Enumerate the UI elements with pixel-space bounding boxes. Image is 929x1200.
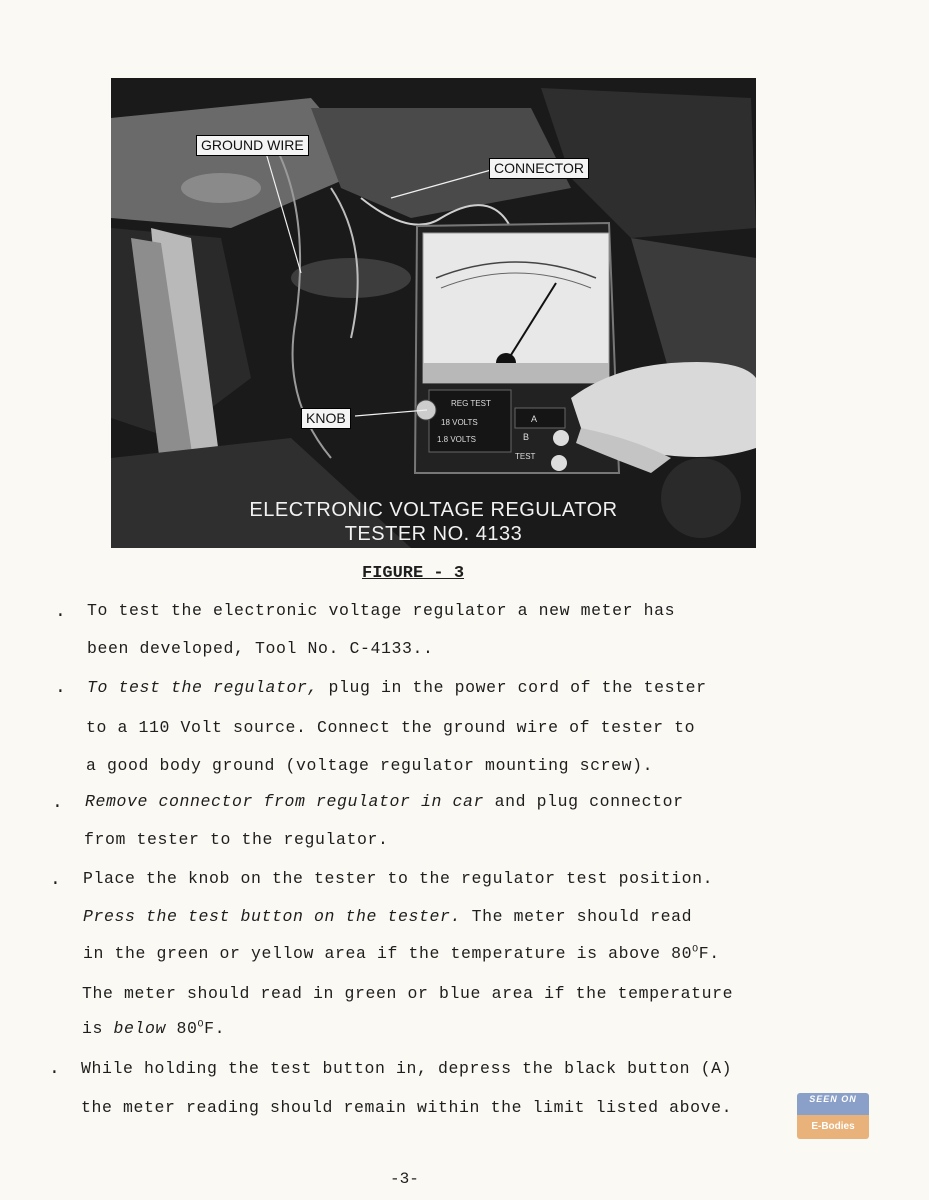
paragraph-4-line-4: The meter should read in green or blue area if the temperature [82,984,734,1003]
reg-test-label: REG TEST [451,399,491,408]
figure-label: FIGURE - 3 [362,564,465,583]
bullet-mark: . [52,793,63,813]
seen-on-ebodies-watermark [797,1093,869,1139]
volts-18-label: 18 VOLTS [441,418,478,427]
test-button[interactable] [551,455,567,471]
connector-callout: CONNECTOR [489,158,589,179]
paragraph-2-line-1: To test the regulator, plug in the power cord of the tester [87,678,707,697]
watermark-top: SEEN ON [797,1093,869,1115]
figure-photo [111,78,756,548]
button-a-label: A [531,414,538,424]
paragraph-3-line-2: from tester to the regulator. [84,830,389,849]
photo-caption-line1: ELECTRONIC VOLTAGE REGULATOR [249,499,618,521]
bullet-mark: . [50,870,61,890]
paragraph-4-line-2: Press the test button on the tester. The meter should read [83,907,693,926]
paragraph-4-line-1: Place the knob on the tester to the regulator test position. [83,869,714,888]
button-b[interactable] [553,430,569,446]
bullet-mark: . [55,678,66,698]
bullet-mark: . [55,602,66,622]
watermark-bottom: E-Bodies [797,1115,869,1139]
paragraph-3-line-1: Remove connector from regulator in car and plug connector [85,792,684,811]
paragraph-4-line-5: is below $80^OF$. [82,1019,226,1038]
photo-caption-line2: TESTER NO. 4133 [344,523,523,545]
paragraph-1-line-2: been developed, Tool No. C-4133.. [87,639,434,658]
paragraph-5-line-1: While holding the test button in, depress the black button (A) [81,1059,733,1078]
paragraph-5-line-2: the meter reading should remain within the limit listed above. [81,1098,733,1117]
knob-callout: KNOB [301,408,351,429]
button-test-label: TEST [515,452,536,461]
paragraph-4-line-3: in the green or yellow area if the temperature is above $80^OF$. [83,944,720,963]
paragraph-1-line-1: To test the electronic voltage regulator a new meter has [87,601,676,620]
button-b-label: B [523,432,530,442]
ground-wire-callout: GROUND WIRE [196,135,309,156]
bullet-mark: . [49,1059,60,1079]
page-number: -3- [390,1170,419,1188]
paragraph-2-line-3: a good body ground (voltage regulator mounting screw). [86,756,654,775]
paragraph-2-line-2: to a 110 Volt source. Connect the ground wire of tester to [86,718,696,737]
volts-1-8-label: 1.8 VOLTS [437,435,476,444]
